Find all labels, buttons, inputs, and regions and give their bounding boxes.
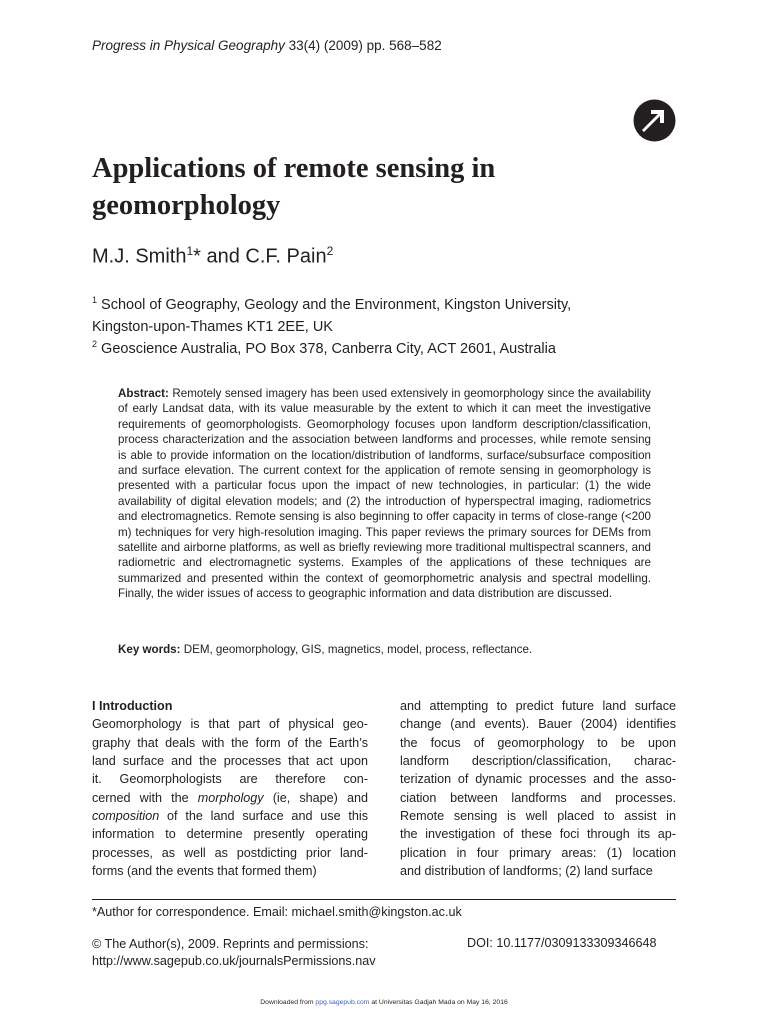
affiliation-marker: 2 — [326, 244, 334, 258]
affiliation-marker: 1 — [186, 244, 194, 258]
body-text-line: and distribution of landforms; (2) land surface — [400, 864, 653, 879]
body-text-line: change (and events). Bauer (2004) identifies — [400, 717, 676, 732]
body-text-line: Remote sensing is well placed to assist in — [400, 809, 676, 824]
body-text-line: landform description/classification, charac- — [400, 754, 676, 769]
body-text-left — [92, 715, 368, 880]
body-text-line: the focus of geomorphology to be upon — [400, 735, 676, 750]
affiliation-2 — [92, 333, 662, 360]
keywords — [118, 643, 651, 656]
download-prefix: Downloaded from — [260, 999, 316, 1006]
affiliation-1 — [92, 289, 662, 338]
body-text-line: forms (and the events that formed them) — [92, 864, 317, 879]
body-text-line: plication in four primary areas: (1) location — [400, 845, 676, 860]
body-text-line: cerned with the morphology (ie, shape) and — [92, 790, 368, 805]
keywords-text: DEM, geomorphology, GIS, magnetics, model, process, reflectance. — [180, 643, 533, 656]
body-column-left — [92, 697, 368, 880]
body-text-line: it. Geomorphologists are therefore con- — [92, 772, 368, 787]
body-text-right — [400, 697, 676, 880]
download-notice — [0, 999, 768, 1006]
copyright-notice — [92, 936, 376, 970]
body-text-line: and attempting to predict future land surface — [400, 699, 676, 713]
affiliation-text: Kingston-upon-Thames KT1 2EE, UK — [92, 319, 333, 335]
body-text-line: the investigation of these foci through its ap- — [400, 827, 676, 842]
body-text-line: ciation between landforms and processes. — [400, 790, 676, 805]
correspondence-marker: * — [193, 245, 201, 268]
abstract — [118, 386, 651, 602]
abstract-label: Abstract: — [118, 387, 169, 400]
author-conjunction: and — [200, 245, 246, 268]
article-title: Applications of remote sensing in geomorphology — [92, 153, 496, 221]
author-name: C.F. Pain — [245, 245, 327, 268]
affiliation-number: 2 — [92, 339, 98, 349]
correspondence-footnote: *Author for correspondence. Email: michael.smith@kingston.ac.uk — [92, 905, 462, 919]
copyright-text: © The Author(s), 2009. Reprints and permissions: — [92, 937, 369, 951]
keywords-label: Key words: — [118, 643, 181, 656]
journal-volume-pages: 33(4) (2009) pp. 568–582 — [284, 38, 442, 53]
arrow-logo-icon — [633, 99, 676, 142]
permissions-url[interactable]: http://www.sagepub.co.uk/journalsPermissions.nav — [92, 954, 376, 968]
journal-name: Progress in Physical Geography — [92, 38, 285, 53]
journal-citation — [92, 38, 442, 53]
footnote-divider — [92, 899, 676, 900]
body-text-line: information to determine presently operating — [92, 827, 368, 842]
author-list — [92, 244, 333, 269]
body-column-right — [400, 697, 676, 880]
affiliation-text: School of Geography, Geology and the Environment, Kingston University, — [101, 297, 572, 313]
body-text-line: processes, as well as postdicting prior land- — [92, 845, 368, 860]
body-text-line: Geomorphology is that part of physical geo- — [92, 717, 368, 732]
body-text-line: composition of the land surface and use this — [92, 809, 368, 824]
affiliation-number: 1 — [92, 295, 98, 305]
body-text-line: graphy that deals with the form of the Earth’s — [92, 735, 368, 750]
body-text-line: land surface and the processes that act upon — [92, 754, 368, 769]
section-heading: I Introduction — [92, 699, 173, 713]
affiliation-text: Geoscience Australia, PO Box 378, Canberra City, ACT 2601, Australia — [101, 341, 556, 357]
doi: DOI: 10.1177/0309133309346648 — [467, 936, 657, 950]
abstract-text: Remotely sensed imagery has been used extensively in geomorphology since the availability of early Landsat data, with its value measurable by the extent to which it can meet the investigative requirements of geomorphologists. Geomorphology focuses upon landform description/classification, process characterization and the association between landforms and processes, while remote sensing is able to provide information on the location/distribution of landforms, surface/subsurface composition and surface elevation. The current context for the application of remote sensing in geomorphology is presented with a particular focus upon the impact of new technologies, in particular: (1) the wide availability of digital elevation models; and (2) the introduction of hyperspectral imaging, radiometrics and electromagnetics. Remote sensing is also beginning to offer capacity in terms of close-range (<200 m) techniques for very high-resolution imaging. This paper reviews the primary sources for DEMs from satellite and airborne platforms, as well as briefly reviewing more traditional multispectral scanners, and radiometric and electromagnetic systems. Examples of the applications of these techniques are summarized and presented within the context of geomorphometric analysis and spectral modelling. Finally, the wider issues of access to geographic information and data distribution are discussed. — [118, 387, 651, 601]
download-suffix: at Universitas Gadjah Mada on May 16, 2016 — [369, 999, 508, 1006]
author-name: M.J. Smith — [92, 245, 187, 268]
body-text-line: terization of dynamic processes and the asso- — [400, 772, 676, 787]
download-link[interactable]: ppg.sagepub.com — [315, 999, 370, 1006]
